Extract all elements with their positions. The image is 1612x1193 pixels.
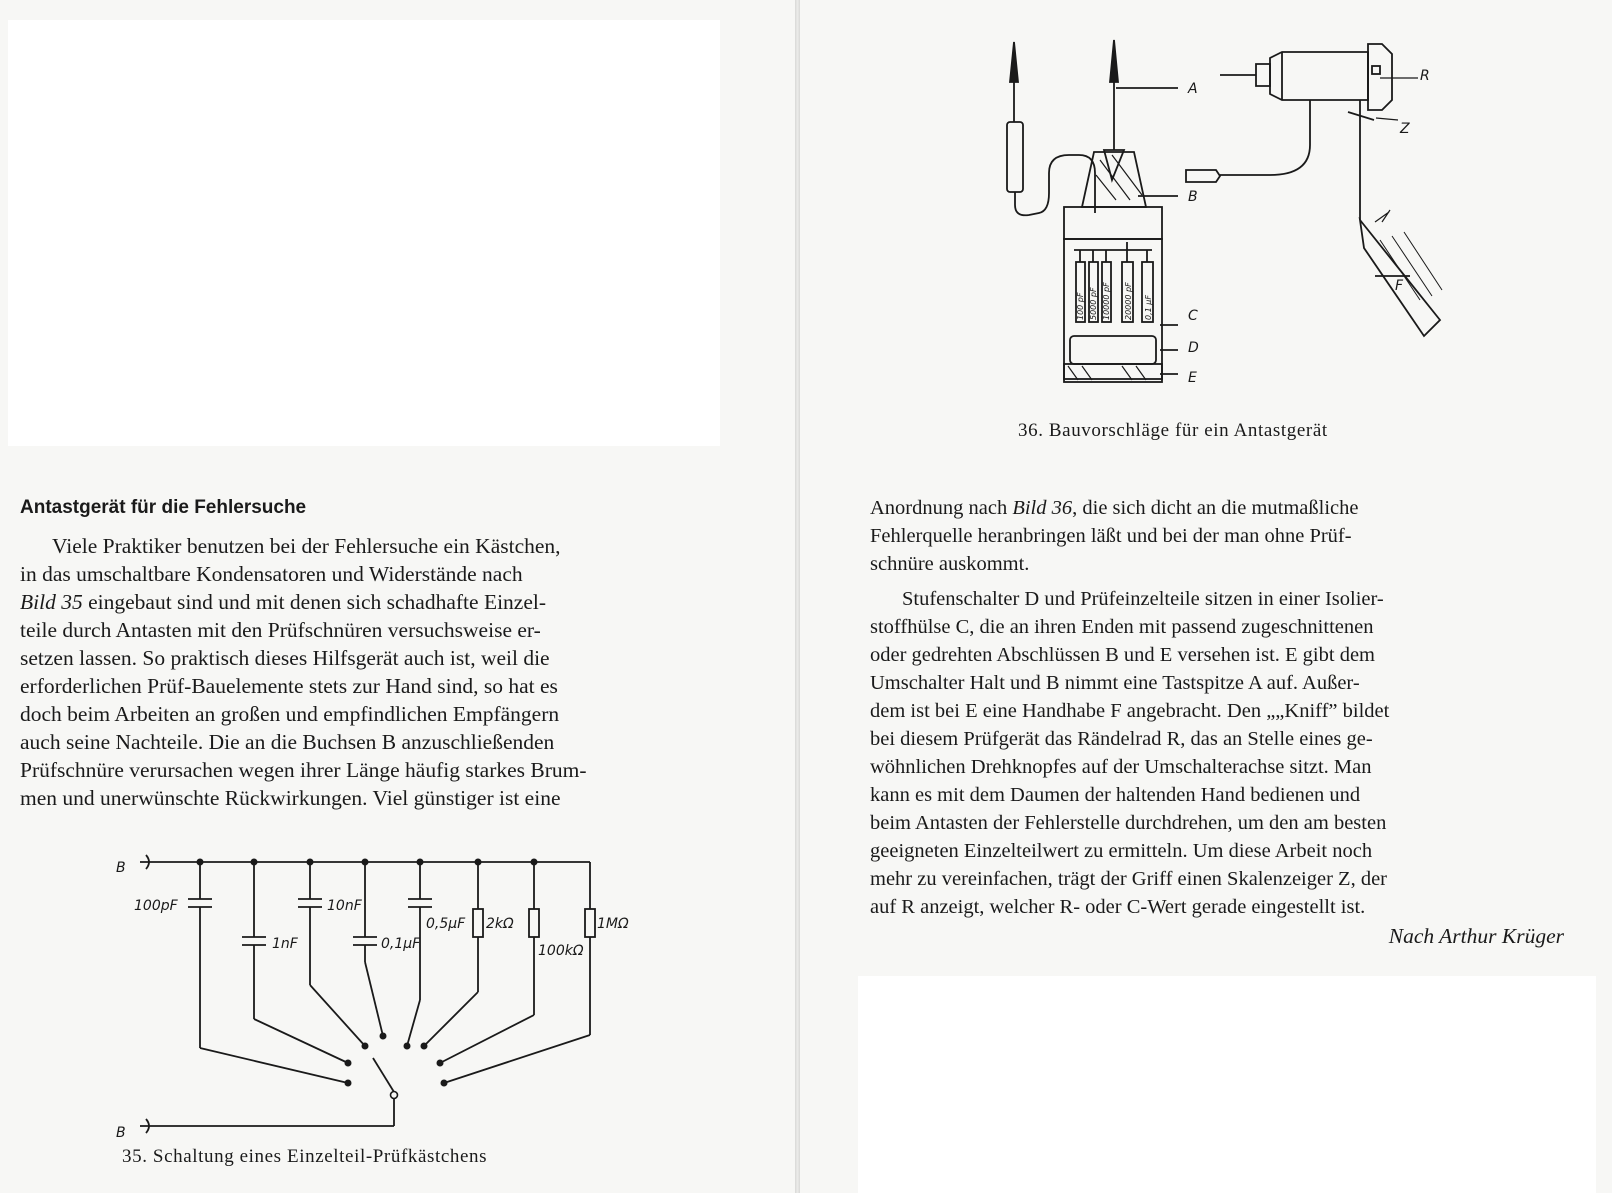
part-label-a: A bbox=[1188, 81, 1198, 97]
part-label-z: Z bbox=[1400, 121, 1410, 137]
figure-reference: Bild 35 bbox=[20, 590, 83, 614]
text-line: teile durch Antasten mit den Prüfschnüren versuchsweise er- bbox=[20, 618, 541, 642]
component-label: 10nF bbox=[327, 898, 362, 914]
component-label: 1MΩ bbox=[597, 916, 629, 932]
text-line: Anordnung nach Bild 36, die sich dicht an die mutmaßliche bbox=[870, 497, 1359, 519]
author-signature: Nach Arthur Krüger bbox=[1388, 924, 1564, 948]
text-line: Stufenschalter D und Prüfeinzelteile sitzen in einer Isolier- bbox=[902, 588, 1384, 610]
schematic-figure-35 bbox=[0, 0, 795, 1193]
component-label: 100pF bbox=[134, 898, 178, 914]
text-line: schnüre auskommt. bbox=[870, 553, 1030, 575]
text-line: Bild 35 eingebaut sind und mit denen sich schadhafte Einzel- bbox=[20, 590, 547, 614]
text-line: geeigneten Einzelteilwert zu ermitteln. Um diese Arbeit noch bbox=[870, 840, 1373, 862]
text-line: auf R anzeigt, welcher R- oder C-Wert gerade eingestellt ist. bbox=[870, 896, 1366, 918]
component-label: 0,1µF bbox=[381, 936, 421, 952]
figure-caption-35: 35. Schaltung eines Einzelteil-Prüfkästchens bbox=[122, 1146, 488, 1167]
right-page bbox=[800, 0, 1612, 1193]
text-line: wöhnlichen Drehknopfes auf der Umschalterachse sitzt. Man bbox=[870, 756, 1372, 778]
text-line: mehr zu vereinfachen, trägt der Griff einen Skalenzeiger Z, der bbox=[870, 868, 1387, 890]
text-line: kann es mit dem Daumen der haltenden Hand bedienen und bbox=[870, 784, 1361, 806]
part-label-b: B bbox=[1188, 189, 1198, 205]
part-label-r: R bbox=[1420, 68, 1430, 84]
text-line: Fehlerquelle heranbringen läßt und bei der man ohne Prüf- bbox=[870, 525, 1352, 547]
capacitor-label: 0,1 µF bbox=[1144, 295, 1153, 320]
capacitor-label: 10000 pF bbox=[1102, 282, 1111, 320]
capacitor-label: 5000 pF bbox=[1089, 287, 1098, 320]
capacitor-label: 100 pF bbox=[1076, 292, 1085, 320]
text-line: oder gedrehten Abschlüssen B und E versehen ist. E gibt dem bbox=[870, 644, 1375, 666]
part-label-e: E bbox=[1188, 370, 1197, 386]
figure-caption-36: 36. Bauvorschläge für ein Antastgerät bbox=[1018, 420, 1328, 441]
text-line: Viele Praktiker benutzen bei der Fehlersuche ein Kästchen, bbox=[52, 534, 561, 558]
text-line: setzen lassen. So praktisch dieses Hilfsgerät auch ist, weil die bbox=[20, 646, 550, 670]
component-label: 1nF bbox=[272, 936, 298, 952]
capacitor-label: 20000 pF bbox=[1124, 282, 1133, 320]
text-line: stoffhülse C, die an ihren Enden mit passend zugeschnittenen bbox=[870, 616, 1374, 638]
part-label-c: C bbox=[1188, 308, 1198, 324]
blank-area-bottom-right bbox=[858, 976, 1596, 1193]
text-line: auch seine Nachteile. Die an die Buchsen B anzuschließenden bbox=[20, 730, 555, 754]
text-line: in das umschaltbare Kondensatoren und Widerstände nach bbox=[20, 562, 523, 586]
text-line: beim Antasten der Fehlerstelle durchdrehen, um den am besten bbox=[870, 812, 1387, 834]
figure-reference: Bild 36 bbox=[1012, 497, 1073, 519]
text-line: bei diesem Prüfgerät das Rändelrad R, das an Stelle eines ge- bbox=[870, 728, 1373, 750]
text-line: men und unerwünschte Rückwirkungen. Viel günstiger ist eine bbox=[20, 786, 561, 810]
component-label: 2kΩ bbox=[486, 916, 514, 932]
text-line: dem ist bei E eine Handhabe F angebracht. Den „„Kniff” bildet bbox=[870, 700, 1390, 722]
left-page bbox=[0, 0, 795, 1193]
text-line: doch beim Arbeiten an großen und empfindlichen Empfängern bbox=[20, 702, 560, 726]
terminal-label-top: B bbox=[116, 860, 126, 876]
probe-illustration-36 bbox=[800, 0, 1612, 420]
text-line: erforderlichen Prüf-Bauelemente stets zur Hand sind, so hat es bbox=[20, 674, 558, 698]
component-label: 0,5µF bbox=[426, 916, 466, 932]
text-line: Umschalter Halt und B nimmt eine Tastspitze A auf. Außer- bbox=[870, 672, 1360, 694]
section-heading: Antastgerät für die Fehlersuche bbox=[20, 497, 307, 518]
right-paragraph-2 bbox=[870, 585, 1389, 921]
text-line: Prüfschnüre verursachen wegen ihrer Länge häufig starkes Brum- bbox=[20, 758, 587, 782]
terminal-label-bottom: B bbox=[116, 1125, 126, 1141]
component-label: 100kΩ bbox=[538, 943, 584, 959]
part-label-f: F bbox=[1395, 278, 1404, 294]
part-label-d: D bbox=[1188, 340, 1199, 356]
right-paragraph-1 bbox=[870, 494, 1359, 578]
